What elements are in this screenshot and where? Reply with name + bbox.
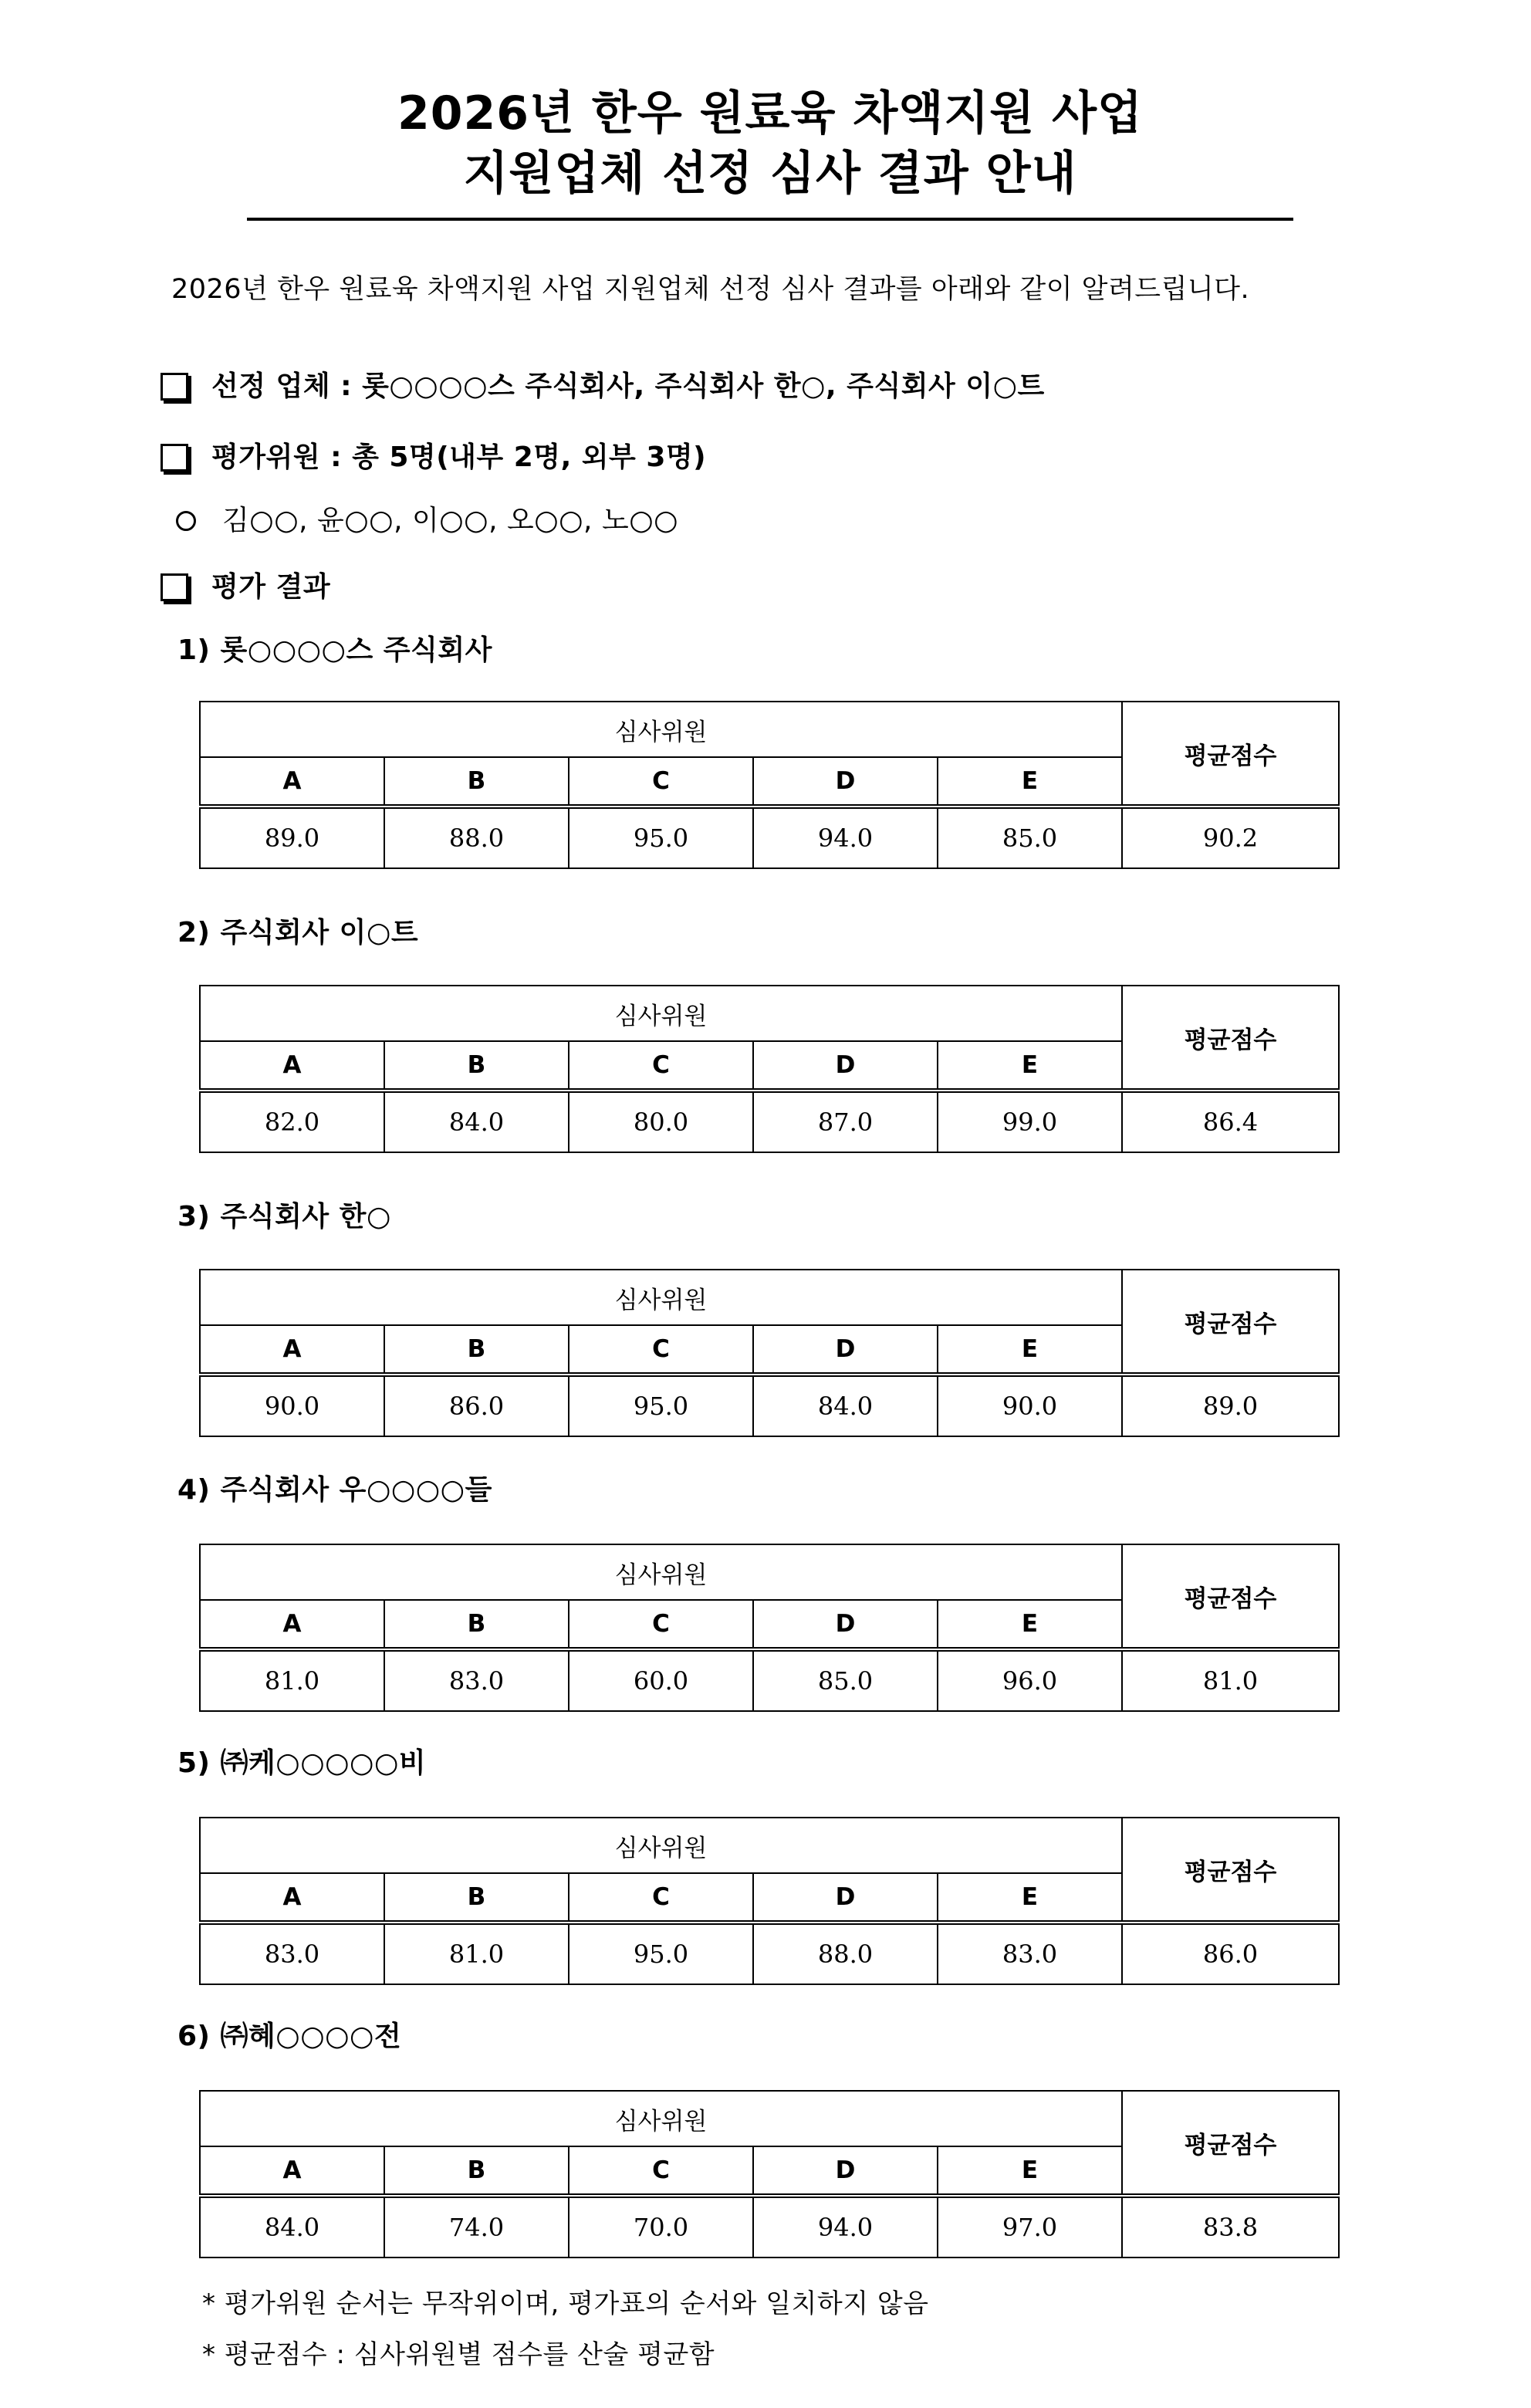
score-cell: 83.0	[384, 1649, 569, 1711]
score-cell: 83.0	[938, 1923, 1122, 1984]
score-cell: 74.0	[384, 2196, 569, 2258]
footnote-order: * 평가위원 순서는 무작위이며, 평가표의 순서와 일치하지 않음	[202, 2288, 929, 2319]
score-cell: 95.0	[569, 1375, 753, 1436]
average-cell: 83.8	[1122, 2196, 1339, 2258]
footnote-average: * 평균점수 : 심사위원별 점수를 산술 평균함	[202, 2339, 715, 2370]
header-evaluators: 심사위원	[200, 1818, 1122, 1873]
header-col: B	[384, 1600, 569, 1649]
header-col: A	[200, 757, 384, 807]
header-evaluators: 심사위원	[200, 702, 1122, 757]
header-average: 평균점수	[1122, 986, 1339, 1091]
company-label: 6) ㈜혜○○○○전	[177, 2021, 402, 2052]
company-label: 3) 주식회사 한○	[177, 1201, 391, 1233]
section-results-text: 평가 결과	[211, 571, 331, 603]
average-cell: 86.4	[1122, 1091, 1339, 1152]
header-col: C	[569, 2146, 753, 2196]
section-evaluators	[161, 438, 706, 477]
average-cell: 86.0	[1122, 1923, 1339, 1984]
score-cell: 70.0	[569, 2196, 753, 2258]
header-average: 평균점수	[1122, 1270, 1339, 1375]
header-col: C	[569, 1600, 753, 1649]
score-cell: 84.0	[384, 1091, 569, 1152]
header-col: C	[569, 757, 753, 807]
header-col: A	[200, 1041, 384, 1091]
checkbox-icon	[161, 444, 188, 472]
company-label: 2) 주식회사 이○트	[177, 917, 419, 949]
header-col: E	[938, 757, 1122, 807]
score-cell: 88.0	[753, 1923, 938, 1984]
header-col: D	[753, 1600, 938, 1649]
score-cell: 85.0	[753, 1649, 938, 1711]
score-table	[199, 2090, 1340, 2258]
header-col: B	[384, 757, 569, 807]
score-table	[199, 1544, 1340, 1712]
score-cell: 87.0	[753, 1091, 938, 1152]
score-cell: 81.0	[200, 1649, 384, 1711]
score-table	[199, 1269, 1340, 1437]
score-cell: 83.0	[200, 1923, 384, 1984]
header-col: E	[938, 1325, 1122, 1375]
header-col: C	[569, 1041, 753, 1091]
company-label: 4) 주식회사 우○○○○들	[177, 1474, 492, 1506]
title-underline	[247, 218, 1293, 221]
score-cell: 80.0	[569, 1091, 753, 1152]
score-table	[199, 1817, 1340, 1985]
checkbox-icon	[161, 373, 188, 401]
header-col: B	[384, 1325, 569, 1375]
score-cell: 95.0	[569, 1923, 753, 1984]
score-cell: 90.0	[938, 1375, 1122, 1436]
company-label: 1) 롯○○○○스 주식회사	[177, 634, 492, 666]
header-average: 평균점수	[1122, 702, 1339, 807]
average-cell: 81.0	[1122, 1649, 1339, 1711]
title-line-2: 지원업체 선정 심사 결과 안내	[463, 147, 1077, 201]
score-cell: 94.0	[753, 807, 938, 868]
score-cell: 96.0	[938, 1649, 1122, 1711]
header-col: E	[938, 1041, 1122, 1091]
score-cell: 86.0	[384, 1375, 569, 1436]
score-cell: 94.0	[753, 2196, 938, 2258]
header-col: C	[569, 1873, 753, 1923]
score-cell: 82.0	[200, 1091, 384, 1152]
score-cell: 95.0	[569, 807, 753, 868]
score-cell: 90.0	[200, 1375, 384, 1436]
header-average: 평균점수	[1122, 2091, 1339, 2196]
score-cell: 99.0	[938, 1091, 1122, 1152]
evaluator-members	[176, 502, 678, 540]
score-table	[199, 985, 1340, 1153]
score-cell: 97.0	[938, 2196, 1122, 2258]
section-evaluators-text: 평가위원 : 총 5명(내부 2명, 외부 3명)	[211, 441, 707, 473]
header-average: 평균점수	[1122, 1818, 1339, 1923]
header-col: E	[938, 1873, 1122, 1923]
header-col: A	[200, 2146, 384, 2196]
company-label: 5) ㈜케○○○○○비	[177, 1747, 427, 1779]
header-col: E	[938, 1600, 1122, 1649]
score-cell: 85.0	[938, 807, 1122, 868]
header-col: A	[200, 1600, 384, 1649]
header-evaluators: 심사위원	[200, 1270, 1122, 1325]
section-selected	[161, 367, 1045, 406]
header-col: D	[753, 1873, 938, 1923]
header-col: D	[753, 757, 938, 807]
section-selected-text: 선정 업체 : 롯○○○○스 주식회사, 주식회사 한○, 주식회사 이○트	[211, 370, 1045, 402]
header-col: A	[200, 1873, 384, 1923]
header-evaluators: 심사위원	[200, 2091, 1122, 2146]
header-col: B	[384, 2146, 569, 2196]
document-title	[247, 83, 1293, 204]
score-cell: 84.0	[200, 2196, 384, 2258]
header-evaluators: 심사위원	[200, 1544, 1122, 1600]
header-col: B	[384, 1041, 569, 1091]
header-col: E	[938, 2146, 1122, 2196]
average-cell: 89.0	[1122, 1375, 1339, 1436]
score-cell: 84.0	[753, 1375, 938, 1436]
title-line-1: 2026년 한우 원료육 차액지원 사업	[397, 86, 1144, 140]
circle-bullet-icon	[176, 511, 196, 531]
score-cell: 81.0	[384, 1923, 569, 1984]
section-results	[161, 568, 330, 607]
evaluator-members-text: 김○○, 윤○○, 이○○, 오○○, 노○○	[222, 505, 679, 536]
header-average: 평균점수	[1122, 1544, 1339, 1649]
header-col: D	[753, 1041, 938, 1091]
score-table	[199, 701, 1340, 869]
header-col: D	[753, 2146, 938, 2196]
header-col: B	[384, 1873, 569, 1923]
header-col: D	[753, 1325, 938, 1375]
header-col: A	[200, 1325, 384, 1375]
average-cell: 90.2	[1122, 807, 1339, 868]
score-cell: 60.0	[569, 1649, 753, 1711]
header-evaluators: 심사위원	[200, 986, 1122, 1041]
checkbox-icon	[161, 573, 188, 601]
intro-paragraph: 2026년 한우 원료육 차액지원 사업 지원업체 선정 심사 결과를 아래와 같이 알려드립니다.	[171, 274, 1250, 305]
score-cell: 88.0	[384, 807, 569, 868]
score-cell: 89.0	[200, 807, 384, 868]
header-col: C	[569, 1325, 753, 1375]
